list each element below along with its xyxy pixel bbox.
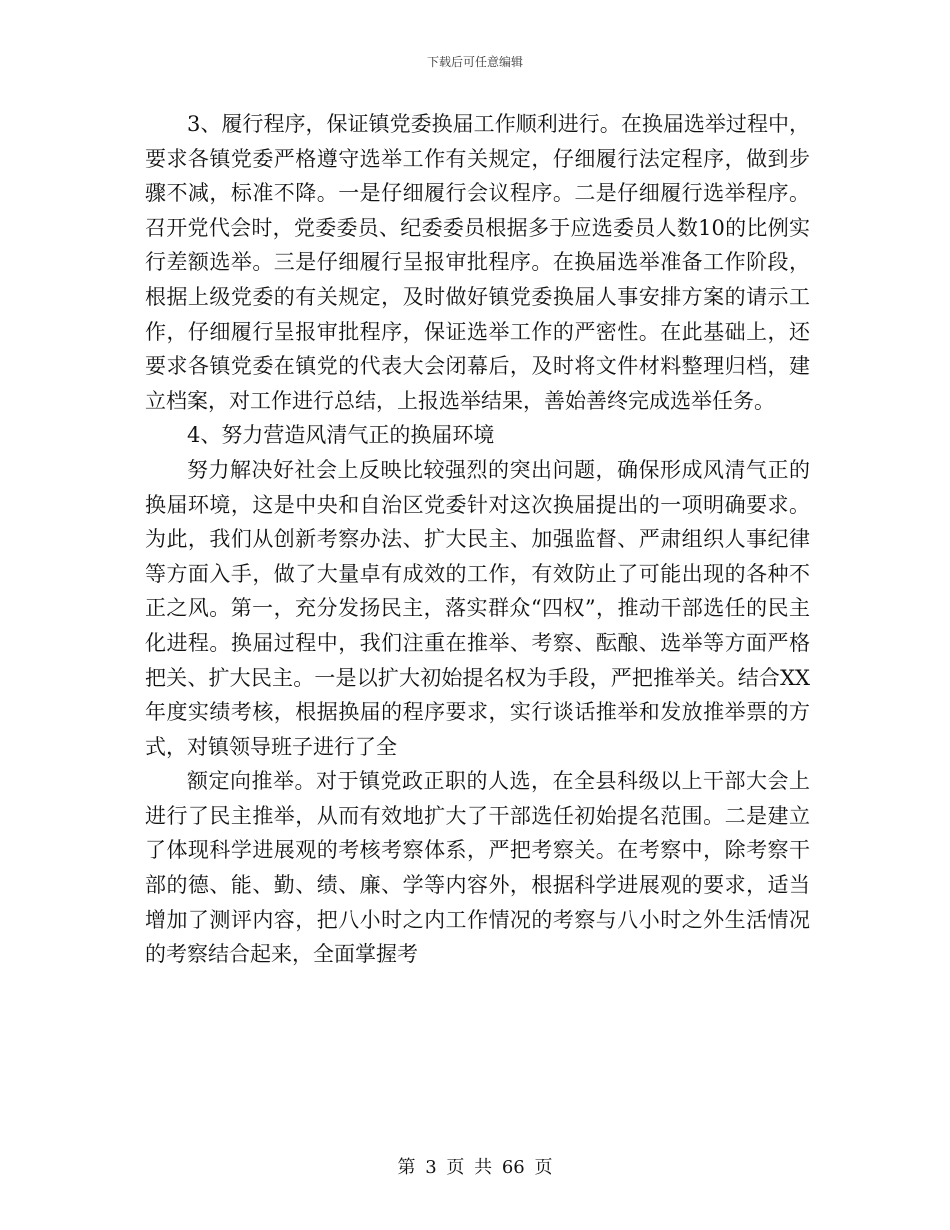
page-number-footer: 第 3 页 共 66 页: [397, 1157, 553, 1178]
paragraph-nomination: 额定向推举。对于镇党政正职的人选，在全县科级以上干部大会上进行了民主推举，从而有效地扩大了干部选任初始提名范围。二是建立了体现科学进展观的考核考察体系，严把考察关。在考察中，除考察干部的德、能、勤、绩、廉、学等内容外，根据科学进展观的要求，适当增加了测评内容，把八小时之内工作情况的考察与八小时之外生活情况的考察结合起来，全面掌握考: [145, 769, 810, 967]
paragraph-procedure: 3、履行程序，保证镇党委换届工作顺利进行。在换届选举过程中，要求各镇党委严格遵守选举工作有关规定，仔细履行法定程序，做到步骤不减，标准不降。一是仔细履行会议程序。二是仔细履行选举程序。召开党代会时，党委委员、纪委委员根据多于应选委员人数10的比例实行差额选举。三是仔细履行呈报审批程序。在换届选举准备工作阶段，根据上级党委的有关规定，及时做好镇党委换届人事安排方案的请示工作，仔细履行呈报审批程序，保证选举工作的严密性。在此基础上，还要求各镇党委在镇党的代表大会闭幕后，及时将文件材料整理归档，建立档案，对工作进行总结，上报选举结果，善始善终完成选举任务。: [145, 112, 810, 413]
page-header-note: 下载后可任意编辑: [426, 55, 523, 69]
document-body: [145, 107, 810, 972]
paragraph-environment: 努力解决好社会上反映比较强烈的突出问题，确保形成风清气正的换届环境，这是中央和自治区党委针对这次换届提出的一项明确要求。为此，我们从创新考察办法、扩大民主、加强监督、严肃组织人事纪律等方面入手，做了大量卓有成效的工作，有效防止了可能出现的各种不正之风。第一，充分发扬民主，落实群众“四权”，推动干部选任的民主化进程。换届过程中，我们注重在推举、考察、酝酿、选举等方面严格把关、扩大民主。一是以扩大初始提名权为手段，严把推举关。结合XX年度实绩考核，根据换届的程序要求，实行谈话推举和发放推举票的方式，对镇领导班子进行了全: [145, 457, 810, 759]
paragraph-heading-environment: 4、努力营造风清气正的换届环境: [187, 423, 495, 448]
